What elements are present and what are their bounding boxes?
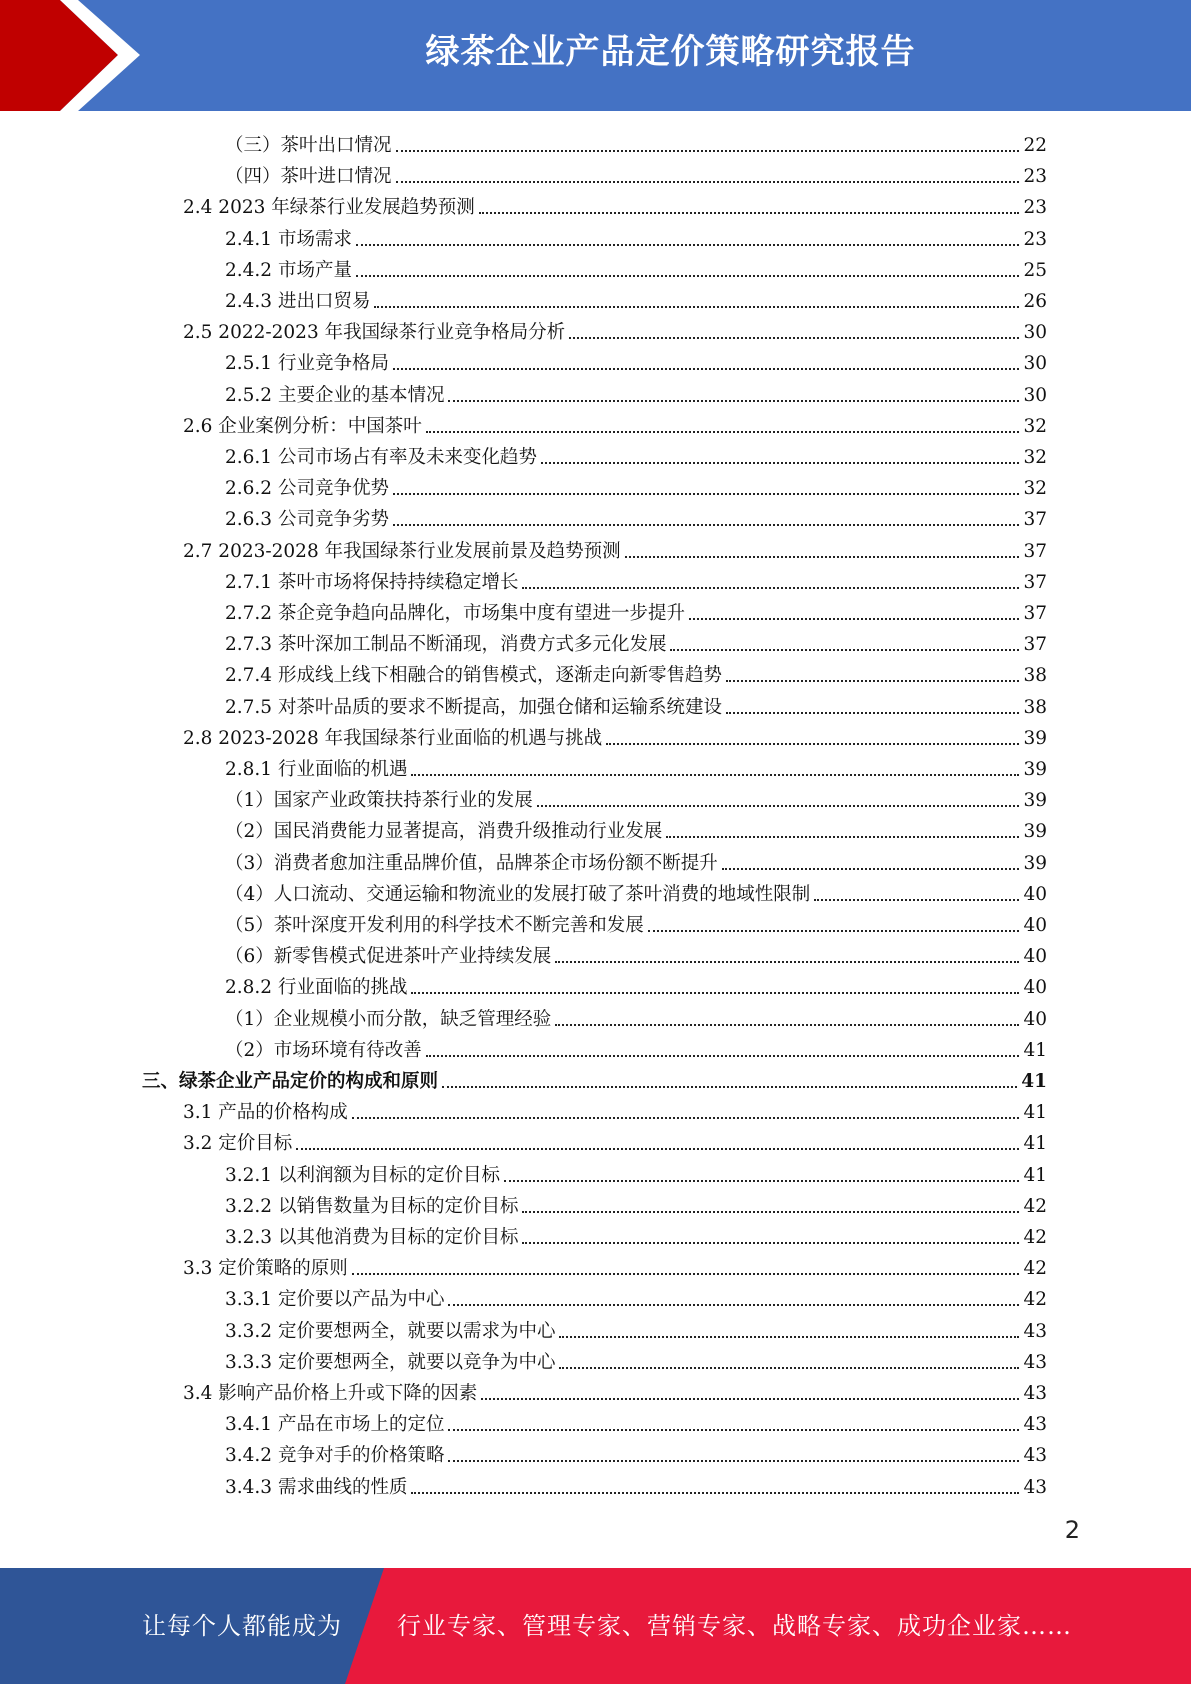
toc-entry-label: 2.6.2 公司竞争优势 <box>225 478 389 500</box>
toc-leader-dots <box>726 711 1019 714</box>
toc-entry[interactable] <box>225 751 1047 782</box>
toc-entry[interactable] <box>183 1125 1047 1156</box>
toc-entry-label: （3）消费者愈加注重品牌价值，品牌茶企市场份额不断提升 <box>225 852 718 874</box>
toc-entry-label: 3.4 影响产品价格上升或下降的因素 <box>183 1383 478 1404</box>
toc-leader-dots <box>726 679 1019 682</box>
toc-leader-dots <box>448 1459 1019 1462</box>
toc-leader-dots <box>555 1023 1019 1026</box>
toc-entry[interactable] <box>225 1219 1047 1250</box>
toc-leader-dots <box>396 149 1020 152</box>
toc-leader-dots <box>448 1428 1019 1431</box>
toc-entry-label: 2.7.3 茶叶深加工制品不断涌现，消费方式多元化发展 <box>225 634 667 656</box>
toc-entry-page: 41 <box>1023 1039 1047 1061</box>
toc-entry-label: 2.6.1 公司市场占有率及未来变化趋势 <box>225 447 537 468</box>
toc-entry-page: 39 <box>1023 821 1047 843</box>
toc-entry-label: 2.7.1 茶叶市场将保持持续稳定增长 <box>225 571 519 593</box>
toc-leader-dots <box>722 867 1020 870</box>
page-footer <box>0 1568 1191 1684</box>
toc-leader-dots <box>504 1179 1019 1182</box>
toc-entry-page: 39 <box>1023 759 1047 780</box>
toc-entry-label: 2.4.3 进出口贸易 <box>225 291 371 312</box>
toc-entry-page: 32 <box>1023 447 1047 468</box>
toc-entry-label: 2.7.5 对茶叶品质的要求不断提高，加强仓储和运输系统建设 <box>225 696 722 718</box>
toc-entry-page: 41 <box>1023 1102 1047 1124</box>
toc-leader-dots <box>648 929 1020 932</box>
toc-entry-page: 43 <box>1023 1476 1047 1498</box>
toc-entry-label: （4）人口流动、交通运输和物流业的发展打破了茶叶消费的地域性限制 <box>225 883 811 905</box>
toc-entry[interactable] <box>225 1344 1047 1375</box>
toc-entry-page: 39 <box>1023 790 1047 812</box>
toc-entry[interactable] <box>183 1375 1047 1406</box>
toc-entry-page: 43 <box>1023 1414 1047 1436</box>
toc-entry-page: 22 <box>1023 135 1047 156</box>
toc-leader-dots <box>559 1366 1019 1369</box>
toc-leader-dots <box>522 1210 1019 1213</box>
footer-slogan-left: 让每个人都能成为 <box>142 1612 342 1640</box>
toc-leader-dots <box>396 180 1020 183</box>
toc-entry-label: 2.5.2 主要企业的基本情况 <box>225 384 445 406</box>
toc-leader-dots <box>670 648 1019 651</box>
toc-entry-page: 37 <box>1023 509 1047 531</box>
toc-entry-label: （6）新零售模式促进茶叶产业持续发展 <box>225 946 552 968</box>
toc-entry-label: 3.2.2 以销售数量为目标的定价目标 <box>225 1195 519 1217</box>
toc-leader-dots <box>442 1085 1017 1088</box>
toc-entry-label: （2）国民消费能力显著提高，消费升级推动行业发展 <box>225 821 663 843</box>
toc-entry[interactable] <box>183 1250 1047 1281</box>
toc-entry-page: 38 <box>1023 665 1047 687</box>
toc-leader-dots <box>448 1303 1019 1306</box>
toc-entry[interactable] <box>225 689 1047 720</box>
toc-entry-page: 40 <box>1023 1008 1047 1030</box>
toc-entry-page: 39 <box>1023 727 1047 749</box>
toc-leader-dots <box>426 430 1020 433</box>
toc-entry-page: 40 <box>1023 977 1047 999</box>
toc-entry-label: （2）市场环境有待改善 <box>225 1039 422 1061</box>
toc-entry-page: 37 <box>1023 634 1047 656</box>
toc-entry[interactable] <box>225 564 1047 595</box>
toc-leader-dots <box>411 991 1019 994</box>
toc-entry[interactable] <box>225 813 1047 844</box>
report-title: 绿茶企业产品定价策略研究报告 <box>425 32 916 72</box>
toc-leader-dots <box>448 399 1019 402</box>
toc-entry-label: （1）国家产业政策扶持茶行业的发展 <box>225 790 533 812</box>
toc-entry[interactable] <box>183 189 1047 220</box>
toc-leader-dots <box>356 243 1020 246</box>
page-number: 2 <box>1064 1516 1080 1544</box>
toc-leader-dots <box>393 367 1019 370</box>
toc-entry-page: 42 <box>1023 1258 1047 1280</box>
toc-entry-label: 3.3 定价策略的原则 <box>183 1258 348 1280</box>
toc-entry-label: 3.2 定价目标 <box>183 1133 293 1155</box>
footer-slogan-right: 行业专家、管理专家、营销专家、战略专家、成功企业家…… <box>397 1612 1072 1640</box>
toc-entry[interactable] <box>225 1437 1047 1468</box>
toc-leader-dots <box>374 305 1019 308</box>
toc-entry-page: 43 <box>1023 1445 1047 1467</box>
toc-entry[interactable] <box>225 252 1047 283</box>
toc-leader-dots <box>393 523 1019 526</box>
toc-entry[interactable] <box>225 1469 1047 1500</box>
toc-entry[interactable] <box>225 501 1047 532</box>
toc-entry[interactable] <box>225 1032 1047 1063</box>
toc-entry[interactable] <box>225 1406 1047 1437</box>
toc-entry-page: 39 <box>1023 852 1047 874</box>
toc-leader-dots <box>393 492 1019 495</box>
toc-entry-label: 2.4 2023 年绿茶行业发展趋势预测 <box>183 197 475 219</box>
toc-entry-label: 3.3.1 定价要以产品为中心 <box>225 1289 445 1311</box>
toc-entry-label: 2.7.4 形成线上线下相融合的销售模式，逐渐走向新零售趋势 <box>225 665 722 687</box>
toc-entry-label: 2.8.2 行业面临的挑战 <box>225 977 408 999</box>
toc-entry[interactable] <box>183 408 1047 439</box>
toc-leader-dots <box>479 211 1020 214</box>
toc-entry-page: 38 <box>1023 696 1047 718</box>
toc-entry-page: 30 <box>1023 384 1047 406</box>
toc-leader-dots <box>814 898 1019 901</box>
toc-entry[interactable] <box>225 1157 1047 1188</box>
toc-entry[interactable] <box>225 345 1047 376</box>
toc-entry-page: 30 <box>1023 322 1047 344</box>
toc-entry-label: 2.5.1 行业竞争格局 <box>225 353 389 375</box>
toc-entry[interactable] <box>225 439 1047 470</box>
toc-leader-dots <box>541 461 1019 464</box>
toc-entry-label: （四）茶叶进口情况 <box>225 166 392 188</box>
toc-entry[interactable] <box>225 158 1047 189</box>
toc-entry[interactable] <box>225 1281 1047 1312</box>
toc-leader-dots <box>537 804 1020 807</box>
toc-leader-dots <box>481 1397 1019 1400</box>
toc-entry-page: 41 <box>1023 1164 1047 1186</box>
toc-entry-label: （5）茶叶深度开发利用的科学技术不断完善和发展 <box>225 915 644 936</box>
toc-entry[interactable] <box>183 720 1047 751</box>
toc-leader-dots <box>559 1335 1019 1338</box>
toc-entry-label: 2.8.1 行业面临的机遇 <box>225 759 408 780</box>
toc-entry[interactable] <box>225 1188 1047 1219</box>
arrow-decoration-icon <box>0 0 160 111</box>
toc-leader-dots <box>569 336 1019 339</box>
toc-entry-page: 41 <box>1021 1071 1047 1092</box>
toc-entry-label: 2.7 2023-2028 年我国绿茶行业发展前景及趋势预测 <box>183 540 621 562</box>
toc-leader-dots <box>411 1491 1019 1494</box>
toc-entry-page: 43 <box>1023 1320 1047 1342</box>
toc-entry-label: 2.8 2023-2028 年我国绿茶行业面临的机遇与挑战 <box>183 727 603 749</box>
toc-entry-label: 2.6.3 公司竞争劣势 <box>225 509 389 531</box>
toc-entry[interactable] <box>225 938 1047 969</box>
toc-entry-page: 43 <box>1023 1383 1047 1404</box>
toc-entry-page: 32 <box>1023 415 1047 437</box>
toc-entry-page: 23 <box>1023 228 1047 250</box>
toc-leader-dots <box>296 1147 1019 1150</box>
toc-entry-page: 43 <box>1023 1351 1047 1373</box>
toc-entry[interactable] <box>225 1313 1047 1344</box>
toc-entry-label: 3.4.3 需求曲线的性质 <box>225 1476 408 1498</box>
toc-leader-dots <box>522 586 1019 589</box>
toc-entry-label: 2.4.2 市场产量 <box>225 259 352 281</box>
toc-entry-label: （三）茶叶出口情况 <box>225 135 392 156</box>
toc-entry[interactable] <box>225 845 1047 876</box>
toc-entry-page: 42 <box>1023 1227 1047 1248</box>
toc-entry[interactable] <box>183 1094 1047 1125</box>
toc-entry-label: 3.1 产品的价格构成 <box>183 1102 348 1124</box>
toc-entry[interactable] <box>183 314 1047 345</box>
toc-entry-page: 26 <box>1023 291 1047 312</box>
toc-entry[interactable] <box>225 221 1047 252</box>
toc-leader-dots <box>666 835 1019 838</box>
toc-leader-dots <box>625 555 1020 558</box>
toc-leader-dots <box>555 960 1019 963</box>
toc-leader-dots <box>689 617 1019 620</box>
toc-entry[interactable] <box>225 470 1047 501</box>
toc-entry-page: 23 <box>1023 197 1047 219</box>
toc-leader-dots <box>606 742 1019 745</box>
toc-entry-label: 2.6 企业案例分析：中国茶叶 <box>183 415 422 437</box>
toc-entry-label: 3.2.3 以其他消费为目标的定价目标 <box>225 1227 519 1248</box>
toc-leader-dots <box>352 1116 1020 1119</box>
toc-entry-page: 23 <box>1023 166 1047 188</box>
toc-leader-dots <box>426 1054 1020 1057</box>
toc-leader-dots <box>522 1241 1019 1244</box>
toc-entry-label: 三、绿茶企业产品定价的构成和原则 <box>142 1071 439 1092</box>
toc-entry-label: 3.2.1 以利润额为目标的定价目标 <box>225 1164 500 1186</box>
toc-entry-page: 37 <box>1023 540 1047 562</box>
toc-entry[interactable] <box>225 657 1047 688</box>
toc-entry-label: 2.5 2022-2023 年我国绿茶行业竞争格局分析 <box>183 322 566 344</box>
toc-entry[interactable] <box>142 1063 1047 1094</box>
toc-entry-label: 3.3.3 定价要想两全，就要以竞争为中心 <box>225 1351 556 1373</box>
toc-leader-dots <box>356 274 1020 277</box>
toc-entry-page: 40 <box>1023 946 1047 968</box>
toc-entry-page: 42 <box>1023 1195 1047 1217</box>
toc-entry[interactable] <box>225 907 1047 938</box>
toc-entry-page: 37 <box>1023 603 1047 624</box>
toc-entry-page: 30 <box>1023 353 1047 375</box>
toc-entry-page: 32 <box>1023 478 1047 500</box>
toc-entry-page: 41 <box>1023 1133 1047 1155</box>
toc-entry[interactable] <box>225 127 1047 158</box>
toc-entry-page: 37 <box>1023 571 1047 593</box>
toc-entry[interactable] <box>183 533 1047 564</box>
toc-entry-label: 2.4.1 市场需求 <box>225 228 352 250</box>
toc-entry[interactable] <box>225 283 1047 314</box>
toc-entry[interactable] <box>225 595 1047 626</box>
page-header <box>0 0 1191 111</box>
toc-entry[interactable] <box>225 1001 1047 1032</box>
toc-entry[interactable] <box>225 377 1047 408</box>
toc-entry[interactable] <box>225 876 1047 907</box>
toc-entry-page: 40 <box>1023 915 1047 936</box>
toc-leader-dots <box>352 1272 1020 1275</box>
toc-entry-label: （1）企业规模小而分散，缺乏管理经验 <box>225 1008 552 1030</box>
toc-entry-label: 3.4.2 竞争对手的价格策略 <box>225 1445 445 1467</box>
toc-entry-label: 2.7.2 茶企竞争趋向品牌化，市场集中度有望进一步提升 <box>225 603 685 624</box>
toc-entry[interactable] <box>225 969 1047 1000</box>
toc-entry[interactable] <box>225 626 1047 657</box>
toc-entry-page: 40 <box>1023 883 1047 905</box>
toc-entry-page: 42 <box>1023 1289 1047 1311</box>
toc-entry[interactable] <box>225 782 1047 813</box>
toc-leader-dots <box>411 773 1019 776</box>
toc-entry-page: 25 <box>1023 259 1047 281</box>
toc-entry-label: 3.4.1 产品在市场上的定位 <box>225 1414 445 1436</box>
toc-entry-label: 3.3.2 定价要想两全，就要以需求为中心 <box>225 1320 556 1342</box>
